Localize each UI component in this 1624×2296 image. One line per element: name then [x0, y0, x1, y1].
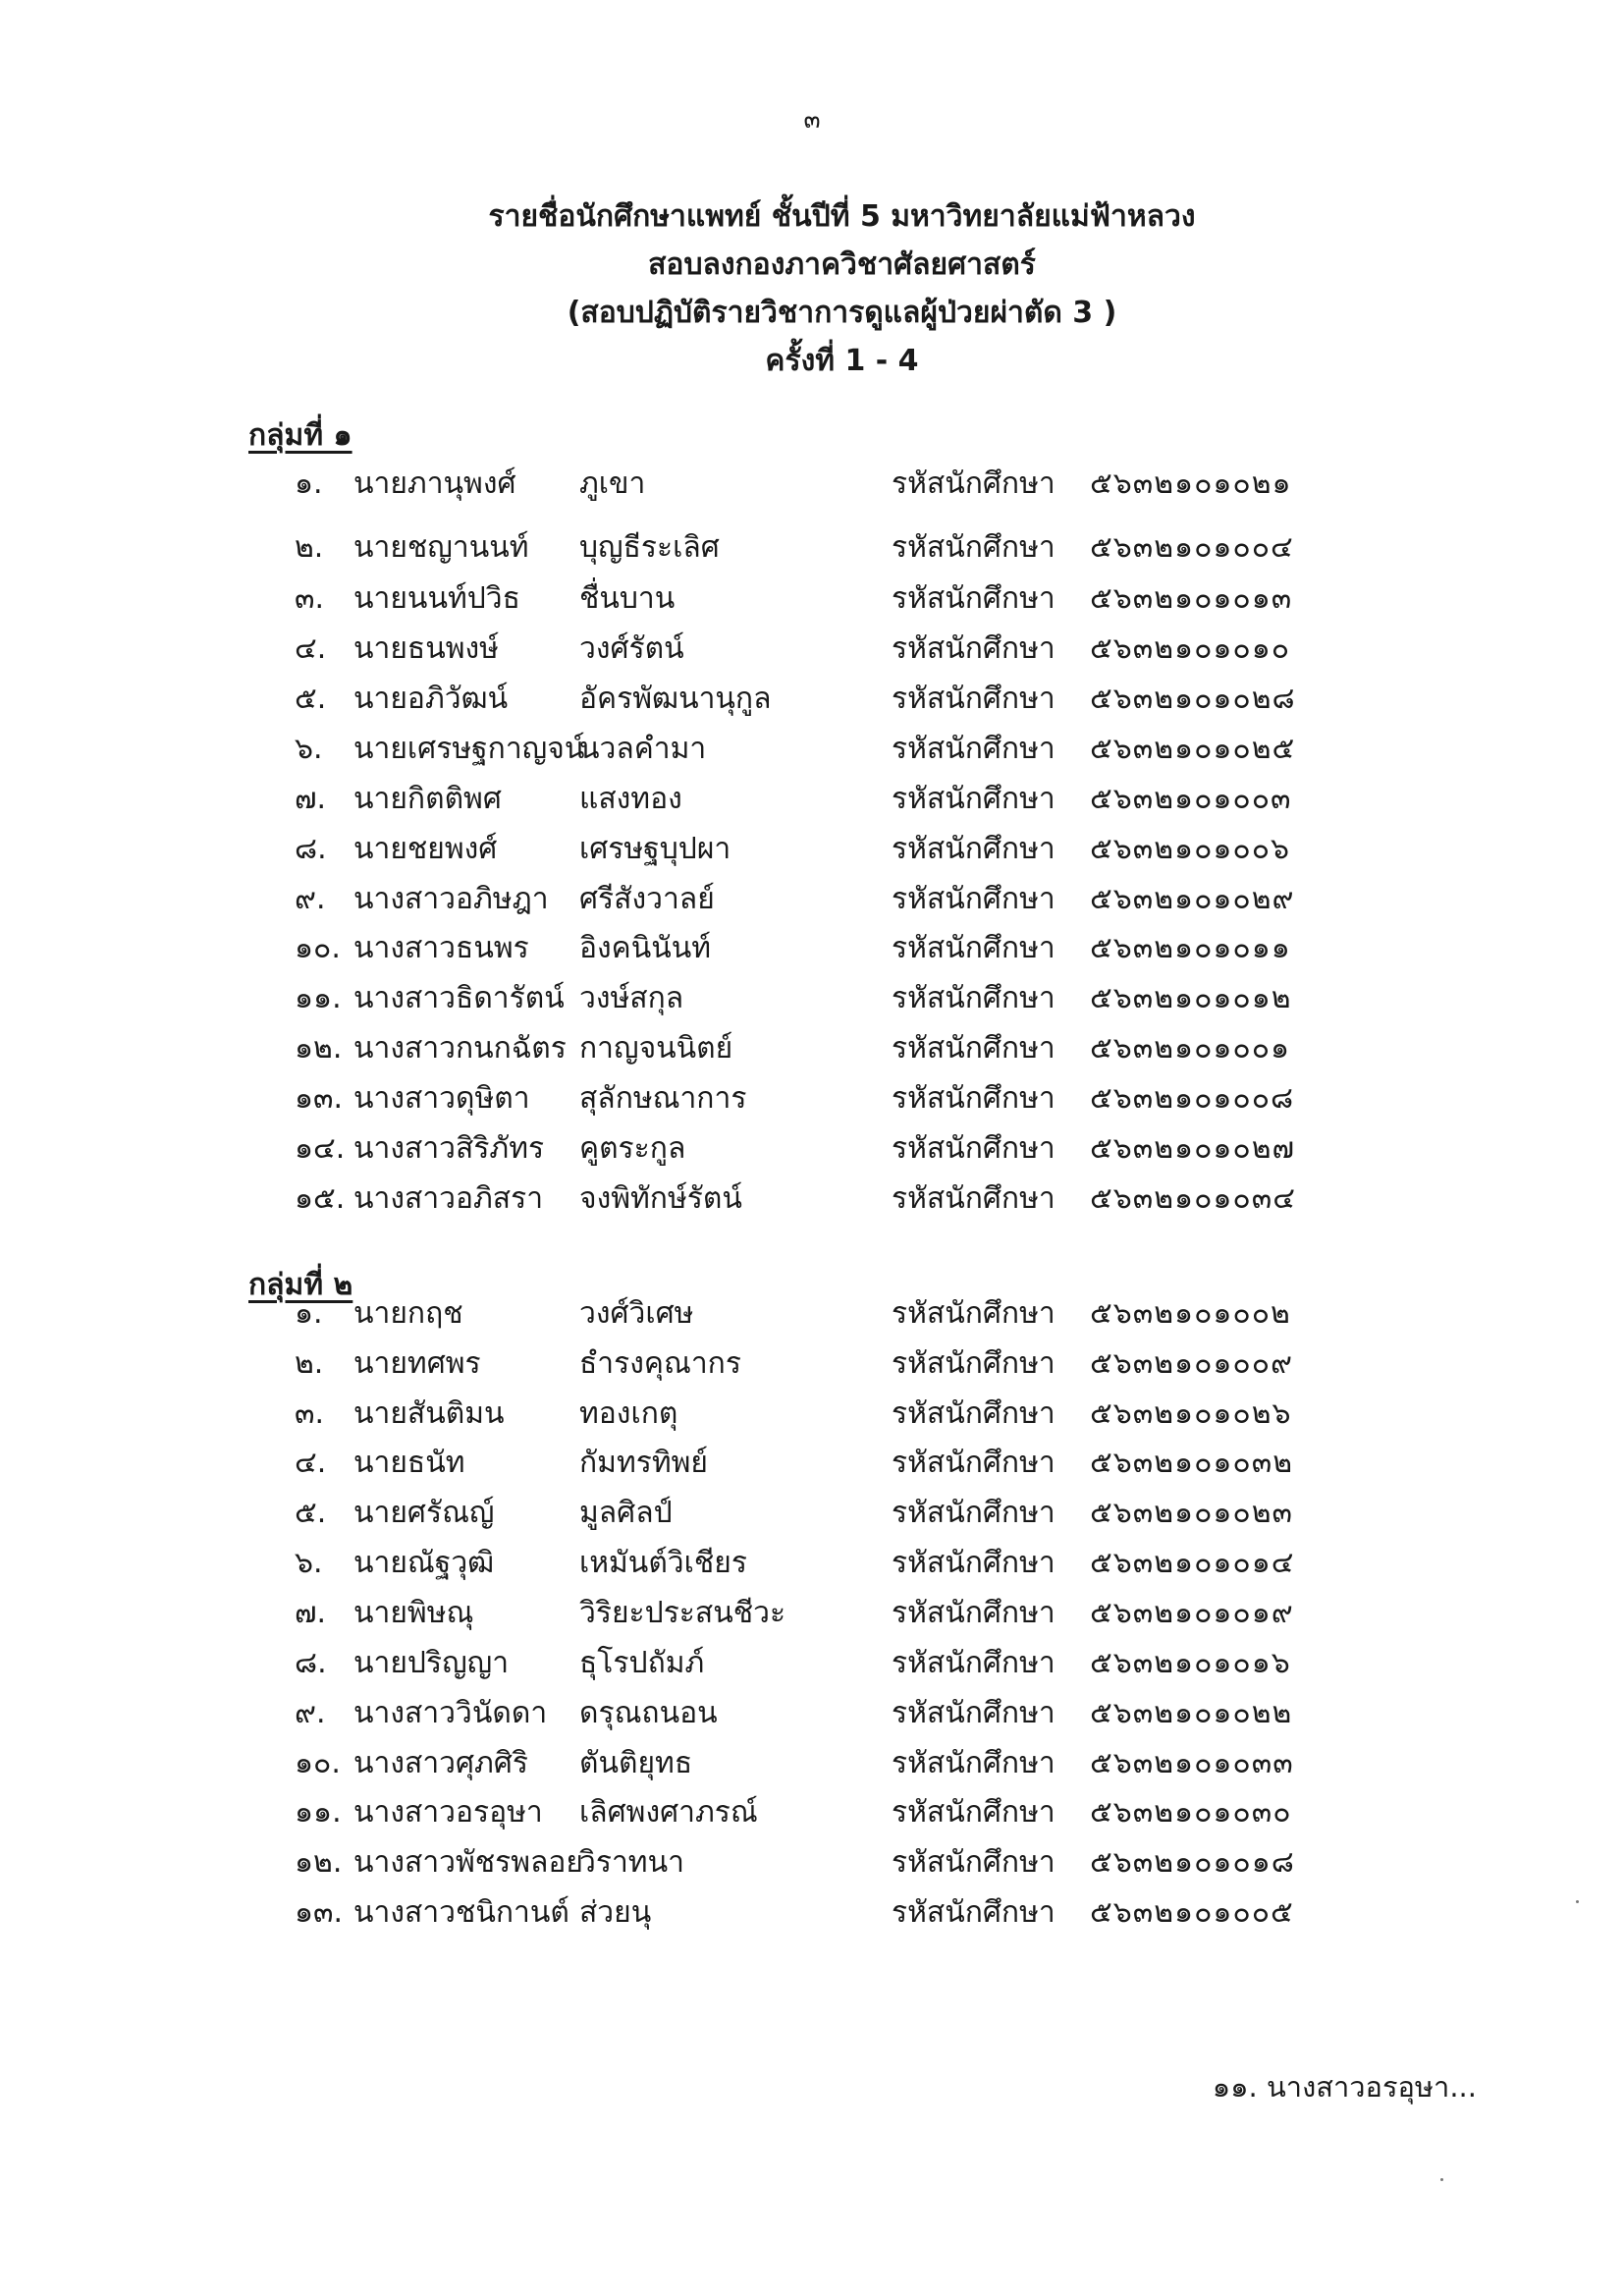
student-number: ๑๓.	[295, 1895, 344, 1930]
student-last-name: วงษ์สกุล	[579, 981, 684, 1015]
student-first-name: นางสาวอภิษฎา	[353, 882, 549, 916]
student-id-label: รหัสนักศึกษา	[892, 1081, 1056, 1116]
student-number: ๖.	[295, 732, 323, 766]
student-last-name: ตันติยุทธ	[579, 1746, 693, 1780]
student-first-name: นายปริญญา	[353, 1646, 510, 1680]
student-id: ๕๖๓๒๑๐๑๐๓๓	[1090, 1746, 1294, 1780]
student-last-name: มูลศิลป์	[579, 1496, 673, 1530]
student-first-name: นายพิษณุ	[353, 1596, 474, 1630]
student-id: ๕๖๓๒๑๐๑๐๑๙	[1090, 1596, 1294, 1630]
student-id: ๕๖๓๒๑๐๑๐๑๐	[1090, 631, 1291, 666]
student-id-label: รหัสนักศึกษา	[892, 981, 1056, 1015]
student-last-name: ธำรงคุณากร	[579, 1346, 741, 1381]
student-id-label: รหัสนักศึกษา	[892, 581, 1056, 616]
student-last-name: อัครพัฒนานุกูล	[579, 682, 772, 716]
student-last-name: วงศ์รัตน์	[579, 631, 684, 666]
student-first-name: นายกฤช	[353, 1296, 463, 1331]
student-first-name: นางสาวอรอุษา	[353, 1795, 543, 1830]
student-last-name: กัมทรทิพย์	[579, 1446, 708, 1480]
student-first-name: นายสันติมน	[353, 1396, 505, 1431]
student-id: ๕๖๓๒๑๐๑๐๐๔	[1090, 530, 1294, 565]
student-id: ๕๖๓๒๑๐๑๐๐๙	[1090, 1346, 1294, 1381]
student-first-name: นายอภิวัฒน์	[353, 682, 509, 716]
student-first-name: นายชญานนท์	[353, 530, 529, 565]
student-number: ๓.	[295, 1396, 325, 1431]
student-id: ๕๖๓๒๑๐๑๐๒๘	[1090, 682, 1296, 716]
student-last-name: บุญธีระเลิศ	[579, 530, 720, 565]
student-first-name: นายภานุพงศ์	[353, 466, 516, 501]
student-first-name: นายทศพร	[353, 1346, 481, 1381]
student-id-label: รหัสนักศึกษา	[892, 631, 1056, 666]
student-first-name: นางสาวกนกฉัตร	[353, 1031, 567, 1066]
page-number: ๓	[803, 105, 821, 134]
student-first-name: นายเศรษฐกาญจน์	[353, 732, 585, 766]
student-id: ๕๖๓๒๑๐๑๐๓๔	[1090, 1181, 1296, 1216]
group-heading: กลุ่มที่ ๑	[248, 418, 352, 453]
student-id-label: รหัสนักศึกษา	[892, 832, 1056, 866]
student-id-label: รหัสนักศึกษา	[892, 1296, 1056, 1331]
student-number: ๑๒.	[295, 1845, 343, 1880]
student-first-name: นางสาวศุภศิริ	[353, 1746, 528, 1780]
student-last-name: เลิศพงศาภรณ์	[579, 1795, 758, 1830]
student-number: ๔.	[295, 631, 327, 666]
student-last-name: ภูเขา	[579, 466, 646, 501]
student-number: ๓.	[295, 581, 325, 616]
student-id-label: รหัสนักศึกษา	[892, 1346, 1056, 1381]
title-line-1: รายชื่อนักศึกษาแพทย์ ชั้นปีที่ 5 มหาวิทยาลัยแม่ฟ้าหลวง	[488, 199, 1196, 234]
student-id-label: รหัสนักศึกษา	[892, 1696, 1056, 1730]
continuation-note: ๑๑. นางสาวอรอุษา...	[1212, 2070, 1477, 2104]
student-id: ๕๖๓๒๑๐๑๐๒๕	[1090, 732, 1296, 766]
student-first-name: นายกิตติพศ	[353, 782, 502, 816]
student-number: ๒.	[295, 530, 324, 565]
student-id: ๕๖๓๒๑๐๑๐๑๑	[1090, 931, 1291, 965]
student-number: ๙.	[295, 882, 326, 916]
student-number: ๗.	[295, 782, 327, 816]
group-heading: กลุ่มที่ ๒	[248, 1268, 353, 1302]
student-id-label: รหัสนักศึกษา	[892, 466, 1056, 501]
student-id: ๕๖๓๒๑๐๑๐๒๒	[1090, 1696, 1293, 1730]
scan-speck	[1576, 1900, 1579, 1903]
student-last-name: วิราทนา	[579, 1845, 684, 1880]
student-id: ๕๖๓๒๑๐๑๐๑๖	[1090, 1646, 1291, 1680]
student-last-name: วงศ์วิเศษ	[579, 1296, 694, 1331]
student-number: ๘.	[295, 1646, 327, 1680]
student-id-label: รหัสนักศึกษา	[892, 882, 1056, 916]
student-id: ๕๖๓๒๑๐๑๐๐๑	[1090, 1031, 1291, 1066]
student-id-label: รหัสนักศึกษา	[892, 1131, 1056, 1166]
student-id: ๕๖๓๒๑๐๑๐๒๓	[1090, 1496, 1294, 1530]
student-id-label: รหัสนักศึกษา	[892, 530, 1056, 565]
student-id: ๕๖๓๒๑๐๑๐๓๒	[1090, 1446, 1294, 1480]
student-id-label: รหัสนักศึกษา	[892, 1496, 1056, 1530]
student-number: ๒.	[295, 1346, 324, 1381]
student-last-name: ชื่นบาน	[579, 581, 676, 616]
student-number: ๑๒.	[295, 1031, 343, 1066]
student-last-name: กาญจนนิตย์	[579, 1031, 733, 1066]
student-number: ๑๓.	[295, 1081, 344, 1116]
student-id-label: รหัสนักศึกษา	[892, 1746, 1056, 1780]
student-id: ๕๖๓๒๑๐๑๐๒๖	[1090, 1396, 1292, 1431]
student-first-name: นายศรัณญ์	[353, 1496, 495, 1530]
student-id-label: รหัสนักศึกษา	[892, 1646, 1056, 1680]
student-id-label: รหัสนักศึกษา	[892, 1546, 1056, 1580]
document-title	[0, 192, 1624, 385]
student-last-name: ส่วยนุ	[579, 1895, 652, 1930]
student-id-label: รหัสนักศึกษา	[892, 1596, 1056, 1630]
student-last-name: เหมันต์วิเชียร	[579, 1546, 747, 1580]
student-first-name: นางสาวดุษิตา	[353, 1081, 530, 1116]
student-id-label: รหัสนักศึกษา	[892, 1396, 1056, 1431]
student-id-label: รหัสนักศึกษา	[892, 1446, 1056, 1480]
student-last-name: จงพิทักษ์รัตน์	[579, 1181, 742, 1216]
student-number: ๙.	[295, 1696, 326, 1730]
student-first-name: นายณัฐวุฒิ	[353, 1546, 495, 1580]
student-last-name: นวลคำมา	[579, 732, 707, 766]
student-last-name: สุลักษณาการ	[579, 1081, 747, 1116]
student-id: ๕๖๓๒๑๐๑๐๑๔	[1090, 1546, 1295, 1580]
student-id: ๕๖๓๒๑๐๑๐๐๖	[1090, 832, 1291, 866]
student-id-label: รหัสนักศึกษา	[892, 1895, 1056, 1930]
student-number: ๑๐.	[295, 1746, 341, 1780]
student-id-label: รหัสนักศึกษา	[892, 931, 1056, 965]
student-id-label: รหัสนักศึกษา	[892, 1031, 1056, 1066]
student-number: ๑๑.	[295, 1795, 342, 1830]
student-first-name: นางสาวชนิกานต์	[353, 1895, 569, 1930]
student-id: ๕๖๓๒๑๐๑๐๐๕	[1090, 1895, 1294, 1930]
student-number: ๑๐.	[295, 931, 341, 965]
student-id: ๕๖๓๒๑๐๑๐๑๒	[1090, 981, 1292, 1015]
student-number: ๔.	[295, 1446, 327, 1480]
student-first-name: นายธนัท	[353, 1446, 465, 1480]
student-first-name: นางสาววินัดดา	[353, 1696, 548, 1730]
student-id-label: รหัสนักศึกษา	[892, 1795, 1056, 1830]
title-line-2: สอบลงกองภาควิชาศัลยศาสตร์	[648, 247, 1036, 282]
student-id: ๕๖๓๒๑๐๑๐๑๓	[1090, 581, 1293, 616]
student-id: ๕๖๓๒๑๐๑๐๒๑	[1090, 466, 1292, 501]
student-first-name: นายชยพงศ์	[353, 832, 498, 866]
student-id: ๕๖๓๒๑๐๑๐๐๓	[1090, 782, 1292, 816]
student-id-label: รหัสนักศึกษา	[892, 1181, 1056, 1216]
title-line-3: (สอบปฏิบัติรายวิชาการดูแลผู้ป่วยผ่าตัด 3 )	[567, 296, 1117, 330]
student-number: ๕.	[295, 682, 327, 716]
student-last-name: ทองเกตุ	[579, 1396, 678, 1431]
student-number: ๖.	[295, 1546, 323, 1580]
student-last-name: เศรษฐบุปผา	[579, 832, 731, 866]
student-last-name: ดรุณถนอน	[579, 1696, 718, 1730]
student-first-name: นางสาวธิดารัตน์	[353, 981, 565, 1015]
student-id-label: รหัสนักศึกษา	[892, 782, 1056, 816]
student-id: ๕๖๓๒๑๐๑๐๑๘	[1090, 1845, 1295, 1880]
student-first-name: นางสาวธนพร	[353, 931, 529, 965]
student-number: ๑๕.	[295, 1181, 346, 1216]
title-line-4: ครั้งที่ 1 - 4	[765, 344, 919, 378]
student-last-name: แสงทอง	[579, 782, 682, 816]
student-id-label: รหัสนักศึกษา	[892, 682, 1056, 716]
student-last-name: คูตระกูล	[579, 1131, 686, 1166]
student-first-name: นายธนพงษ์	[353, 631, 499, 666]
student-number: ๘.	[295, 832, 327, 866]
student-last-name: อิงคนินันท์	[579, 931, 712, 965]
student-first-name: นางสาวอภิสรา	[353, 1181, 544, 1216]
student-id: ๕๖๓๒๑๐๑๐๐๒	[1090, 1296, 1291, 1331]
student-number: ๑.	[295, 466, 323, 501]
student-id-label: รหัสนักศึกษา	[892, 1845, 1056, 1880]
student-first-name: นายนนท์ปวิธ	[353, 581, 520, 616]
student-number: ๑๔.	[295, 1131, 346, 1166]
student-last-name: ศรีสังวาลย์	[579, 882, 715, 916]
student-number: ๑.	[295, 1296, 323, 1331]
student-id: ๕๖๓๒๑๐๑๐๒๙	[1090, 882, 1295, 916]
student-number: ๑๑.	[295, 981, 342, 1015]
student-id: ๕๖๓๒๑๐๑๐๓๐	[1090, 1795, 1292, 1830]
student-last-name: วิริยะประสนชีวะ	[579, 1596, 786, 1630]
student-first-name: นางสาวสิริภัทร	[353, 1131, 545, 1166]
student-number: ๗.	[295, 1596, 327, 1630]
student-id: ๕๖๓๒๑๐๑๐๒๗	[1090, 1131, 1296, 1166]
student-number: ๕.	[295, 1496, 327, 1530]
scan-speck	[1440, 2178, 1443, 2181]
student-last-name: ธุโรปถัมภ์	[579, 1646, 705, 1680]
student-id-label: รหัสนักศึกษา	[892, 732, 1056, 766]
student-first-name: นางสาวพัชรพลอย	[353, 1845, 584, 1880]
student-id: ๕๖๓๒๑๐๑๐๐๘	[1090, 1081, 1295, 1116]
